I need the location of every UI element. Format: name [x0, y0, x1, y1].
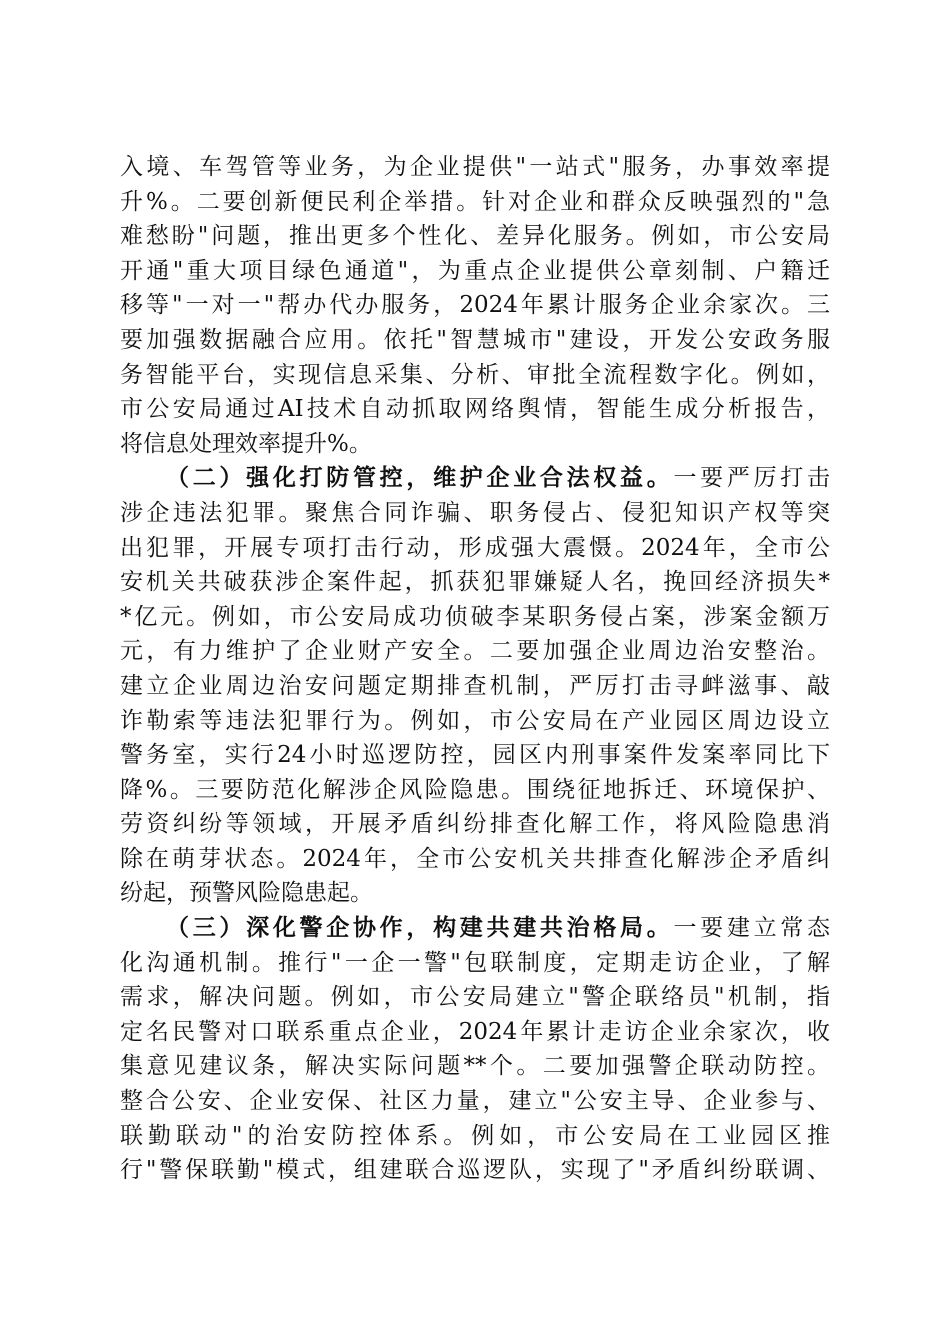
text-line: *亿元。例如，市公安局成功侦破李某职务侵占案，涉案金额万 [120, 603, 830, 630]
paragraph-first-line [120, 911, 830, 946]
text-run: 一要严厉打击 [673, 465, 831, 492]
section-heading: （二）强化打防管控，维护企业合法权益。 [166, 464, 674, 492]
text-line: 开通"重大项目绿色通道"，为重点企业提供公章刻制、户籍迁 [120, 257, 830, 284]
document-body [120, 150, 830, 1188]
text-line: 除在萌芽状态。2024年，全市公安机关共排查化解涉企矛盾纠 [120, 845, 830, 872]
paragraph-first-line [120, 461, 830, 496]
paragraph-2 [120, 461, 830, 911]
text-line: 需求，解决问题。例如，市公安局建立"警企联络员"机制，指 [120, 984, 830, 1011]
text-line: 联勤联动"的治安防控体系。例如，市公安局在工业园区推 [120, 1122, 830, 1149]
text-line: 行"警保联勤"模式，组建联合巡逻队，实现了"矛盾纠纷联调、 [120, 1157, 830, 1184]
text-line: 整合公安、企业安保、社区力量，建立"公安主导、企业参与、 [120, 1088, 830, 1115]
text-line: 元，有力维护了企业财产安全。二要加强企业周边治安整治。 [120, 638, 830, 665]
text-line: 入境、车驾管等业务，为企业提供"一站式"服务，办事效率提 [120, 154, 830, 180]
section-heading: （三）深化警企协作，构建共建共治格局。 [166, 914, 674, 942]
text-line: 移等"一对一"帮办代办服务，2024年累计服务企业余家次。三 [120, 292, 830, 319]
text-line: 化沟通机制。推行"一企一警"包联制度，定期走访企业，了解 [120, 949, 830, 976]
text-line: 纷起，预警风险隐患起。 [120, 880, 373, 907]
text-line: 定名民警对口联系重点企业，2024年累计走访企业余家次，收 [120, 1018, 830, 1045]
text-line: 降%。三要防范化解涉企风险隐患。围绕征地拆迁、环境保护、 [120, 776, 830, 803]
text-line: 出犯罪，开展专项打击行动，形成强大震慑。2024年，全市公 [120, 534, 830, 561]
text-run: 一要建立常态 [673, 915, 831, 942]
paragraph-1 [120, 150, 830, 461]
text-line: 诈勒索等违法犯罪行为。例如，市公安局在产业园区周边设立 [120, 707, 830, 734]
text-line: 务智能平台，实现信息采集、分析、审批全流程数字化。例如， [120, 361, 830, 388]
text-line: 升%。二要创新便民利企举措。针对企业和群众反映强烈的"急 [120, 188, 830, 215]
paragraph-3 [120, 911, 830, 1188]
text-line: 涉企违法犯罪。聚焦合同诈骗、职务侵占、侵犯知识产权等突 [120, 499, 830, 526]
text-line: 要加强数据融合应用。依托"智慧城市"建设，开发公安政务服 [120, 326, 830, 353]
text-line: 安机关共破获涉企案件起，抓获犯罪嫌疑人名，挽回经济损失* [120, 569, 830, 596]
text-line: 难愁盼"问题，推出更多个性化、差异化服务。例如，市公安局 [120, 223, 830, 250]
text-line: 集意见建议条，解决实际问题**个。二要加强警企联动防控。 [120, 1053, 830, 1080]
text-line: 市公安局通过AI技术自动抓取网络舆情，智能生成分析报告， [120, 396, 830, 423]
text-line: 警务室，实行24小时巡逻防控，园区内刑事案件发案率同比下 [120, 742, 830, 769]
text-line: 建立企业周边治安问题定期排查机制，严厉打击寻衅滋事、敲 [120, 672, 830, 699]
text-line: 将信息处理效率提升%。 [120, 430, 372, 457]
text-line: 劳资纠纷等领域，开展矛盾纠纷排查化解工作，将风险隐患消 [120, 811, 830, 838]
